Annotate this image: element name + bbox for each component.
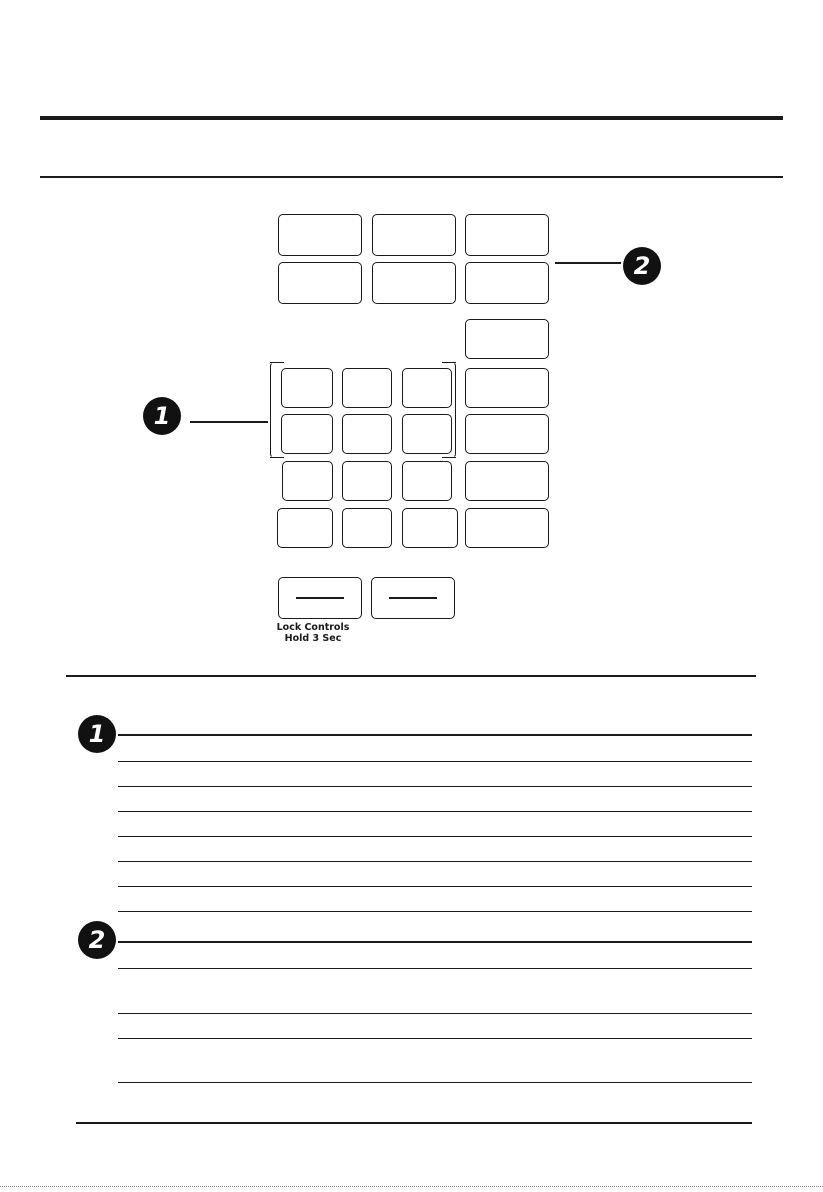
- table-header-rule: [118, 941, 752, 943]
- table-header-rule: [118, 734, 752, 736]
- header-rule-thin: [40, 176, 783, 178]
- number-key: [342, 368, 392, 408]
- bracket-tick: [442, 457, 456, 458]
- callout-leader-2: [555, 262, 621, 264]
- table-row-rule: [118, 836, 752, 837]
- function-key: [465, 508, 549, 548]
- number-key: [342, 414, 392, 454]
- table-row-rule: [118, 1013, 752, 1014]
- function-key: [465, 214, 549, 256]
- function-key: [278, 214, 362, 256]
- table-row-rule: [118, 861, 752, 862]
- page-edge-dotted: [0, 1186, 823, 1187]
- number-key: [342, 461, 392, 501]
- table-row-rule: [118, 761, 752, 762]
- table-row-rule: [118, 811, 752, 812]
- number-key: [402, 508, 458, 548]
- function-key: [465, 262, 549, 304]
- table-badge-2: 2: [78, 921, 116, 959]
- number-key: [281, 368, 333, 408]
- function-key: [465, 461, 549, 501]
- bottom-function-key: [371, 577, 455, 619]
- number-key: [402, 414, 452, 454]
- number-key: [282, 461, 333, 501]
- function-key: [372, 262, 456, 304]
- number-key: [277, 508, 333, 548]
- callout-badge-1: 1: [143, 397, 181, 435]
- table-row-rule: [118, 1082, 752, 1083]
- number-key: [402, 461, 452, 501]
- header-rule-thick: [40, 116, 783, 120]
- bracket-tick: [270, 362, 284, 363]
- table-badge-1: 1: [78, 715, 116, 753]
- function-key: [465, 414, 549, 454]
- footer-rule: [76, 1122, 752, 1124]
- table-row-rule: [118, 886, 752, 887]
- number-key: [402, 368, 452, 408]
- function-key: [278, 262, 362, 304]
- bracket-tick: [442, 362, 456, 363]
- section-divider: [66, 675, 756, 677]
- callout-leader-1: [190, 421, 268, 423]
- table-row-rule: [118, 968, 752, 969]
- table-row-rule: [118, 911, 752, 912]
- lock-controls-caption: Lock Controls Hold 3 Sec: [276, 622, 350, 644]
- bracket-tick: [270, 457, 284, 458]
- number-key: [342, 508, 392, 548]
- number-key: [281, 414, 333, 454]
- table-row-rule: [118, 1038, 752, 1039]
- function-key: [465, 319, 549, 359]
- callout-badge-2: 2: [623, 247, 661, 285]
- function-key: [465, 368, 549, 408]
- lock-controls-key: [278, 577, 362, 619]
- function-key: [372, 214, 456, 256]
- table-row-rule: [118, 786, 752, 787]
